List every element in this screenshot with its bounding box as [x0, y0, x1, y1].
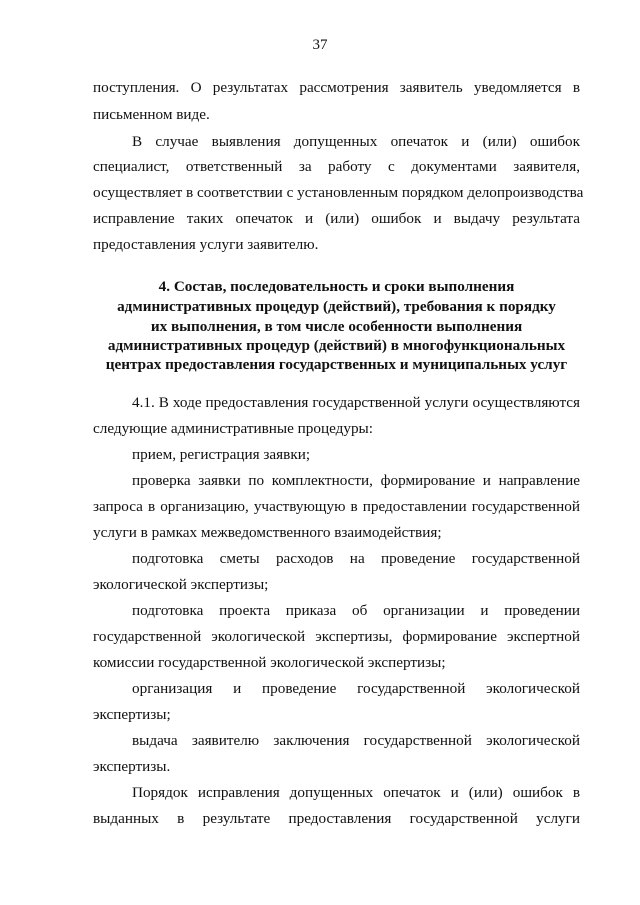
section-heading-line: 4. Состав, последовательность и сроки выполнения [158, 278, 515, 295]
list-item-line: запроса в организацию, участвующую в предоставлении государственной [93, 498, 580, 515]
paragraph-line: письменном виде. [93, 106, 210, 123]
list-item-line: экологической экспертизы; [93, 576, 269, 593]
paragraph-line: специалист, ответственный за работу с документами заявителя, [93, 158, 580, 175]
paragraph-line: поступления. О результатах рассмотрения заявитель уведомляется в [93, 79, 580, 96]
list-item-line: комиссии государственной экологической экспертизы; [93, 654, 446, 671]
list-item-line: проверка заявки по комплектности, формирование и направление [132, 472, 580, 489]
list-item-line: организация и проведение государственной экологической [132, 680, 580, 697]
paragraph-line: выданных в результате предоставления государственной услуги [93, 810, 580, 827]
list-item-line: прием, регистрация заявки; [132, 446, 311, 463]
list-item-line: подготовка сметы расходов на проведение государственной [132, 550, 580, 567]
page-number: 37 [312, 37, 328, 53]
list-item-line: подготовка проекта приказа об организации и проведении [132, 602, 580, 619]
paragraph-line: исправление таких опечаток и (или) ошибок и выдачу результата [93, 210, 580, 227]
section-heading-line: административных процедур (действий) в многофункциональных [107, 337, 566, 354]
list-item-line: экспертизы; [93, 706, 171, 723]
paragraph-line: предоставления услуги заявителю. [93, 236, 319, 253]
list-item-line: выдача заявителю заключения государственной экологической [132, 732, 580, 749]
list-item-line: экспертизы. [93, 758, 171, 775]
section-heading-line: их выполнения, в том числе особенности выполнения [150, 318, 523, 335]
paragraph-line: Порядок исправления допущенных опечаток и (или) ошибок в [132, 784, 580, 801]
section-heading-line: административных процедур (действий), требования к порядку [117, 298, 556, 315]
paragraph-line: следующие административные процедуры: [93, 420, 373, 437]
paragraph-line: 4.1. В ходе предоставления государственной услуги осуществляются [132, 394, 580, 411]
list-item-line: услуги в рамках межведомственного взаимодействия; [93, 524, 442, 541]
paragraph-line: осуществляет в соответствии с установленным порядком делопроизводства [93, 184, 584, 201]
list-item-line: государственной экологической экспертизы, формирование экспертной [93, 628, 580, 645]
section-heading-line: центрах предоставления государственных и муниципальных услуг [105, 356, 568, 373]
paragraph-line: В случае выявления допущенных опечаток и (или) ошибок [132, 133, 580, 150]
